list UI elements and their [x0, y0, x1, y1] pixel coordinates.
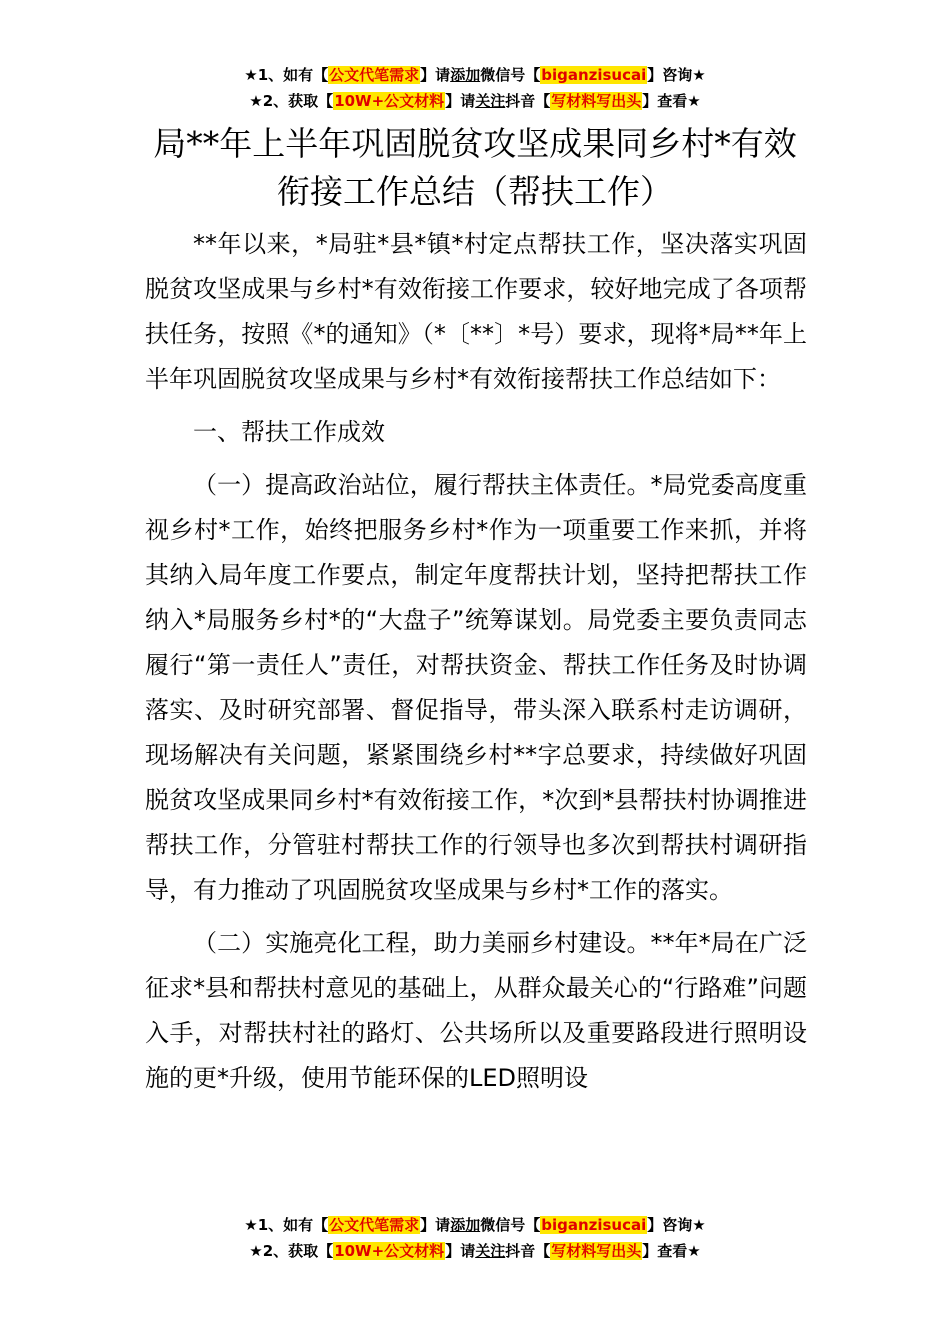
banner-text: ★1、如有【 [244, 66, 329, 84]
banner-text: ★2、获取【 [249, 92, 334, 110]
paragraph-2: （二）实施亮化工程，助力美丽乡村建设。**年*局在广泛征求*县和帮扶村意见的基础上，从群众最关心的“行路难”问题入手，对帮扶村社的路灯、公共场所以及重要路段进行照明设施的更*升级，使用节能环保的LED照明设 [145, 929, 807, 1092]
banner-text: 抖音【 [505, 1242, 551, 1260]
banner-text: 】咨询★ [647, 66, 706, 84]
banner-highlight: 10W+公文材料 [334, 1242, 445, 1260]
banner-highlight: 公文代笔需求 [329, 1216, 420, 1234]
banner-highlight: 写材料写出头 [551, 1242, 642, 1260]
banner-text: ★2、获取【 [249, 1242, 334, 1260]
banner-line-2 [0, 88, 950, 114]
banner-text: 】请 [420, 1216, 451, 1234]
banner-text: 】咨询★ [647, 1216, 706, 1234]
intro-paragraph: **年以来，*局驻*县*镇*村定点帮扶工作，坚决落实巩固脱贫攻坚成果与乡村*有效衔接工作要求，较好地完成了各项帮扶任务，按照《*的通知》（*〔**〕*号）要求，现将*局**年上半年巩固脱贫攻坚成果与乡村*有效衔接帮扶工作总结如下： [145, 230, 807, 393]
banner-highlight: biganzisucai [541, 66, 647, 84]
banner-text: 】请 [420, 66, 451, 84]
paragraph-1: （一）提高政治站位，履行帮扶主体责任。*局党委高度重视乡村*工作，始终把服务乡村*作为一项重要工作来抓，并将其纳入局年度工作要点，制定年度帮扶计划，坚持把帮扶工作纳入*局服务乡村*的“大盘子”统筹谋划。局党委主要负责同志履行“第一责任人”责任，对帮扶资金、帮扶工作任务及时协调落实、及时研究部署、督促指导，带头深入联系村走访调研，现场解决有关问题，紧紧围绕乡村**字总要求，持续做好巩固脱贫攻坚成果同乡村*有效衔接工作，*次到*县帮扶村协调推进帮扶工作，分管驻村帮扶工作的行领导也多次到帮扶村调研指导，有力推动了巩固脱贫攻坚成果与乡村*工作的落实。 [145, 471, 807, 904]
banner-text: 】查看★ [642, 92, 701, 110]
banner-highlight: 10W+公文材料 [334, 92, 445, 110]
banner-text: 微信号【 [480, 66, 541, 84]
title-line-1: 局**年上半年巩固脱贫攻坚成果同乡村*有效 [153, 124, 797, 163]
banner-underline: 添加 [450, 66, 481, 84]
title-line-2: 衔接工作总结（帮扶工作） [277, 172, 673, 211]
banner-line-2 [0, 1238, 950, 1264]
document-title [0, 120, 950, 216]
banner-text: 】请 [445, 92, 476, 110]
banner-text: 】查看★ [642, 1242, 701, 1260]
banner-highlight: 写材料写出头 [551, 92, 642, 110]
banner-underline: 添加 [450, 1216, 481, 1234]
banner-text: 抖音【 [505, 92, 551, 110]
banner-text: 微信号【 [480, 1216, 541, 1234]
banner-underline: 关注 [475, 92, 506, 110]
bottom-banner [0, 1212, 950, 1264]
banner-text: ★1、如有【 [244, 1216, 329, 1234]
banner-line-1 [0, 62, 950, 88]
banner-line-1 [0, 1212, 950, 1238]
banner-highlight: biganzisucai [541, 1216, 647, 1234]
banner-underline: 关注 [475, 1242, 506, 1260]
banner-highlight: 公文代笔需求 [329, 66, 420, 84]
section-heading: 一、帮扶工作成效 [193, 418, 385, 446]
top-banner [0, 62, 950, 114]
banner-text: 】请 [445, 1242, 476, 1260]
document-body [145, 222, 807, 1101]
